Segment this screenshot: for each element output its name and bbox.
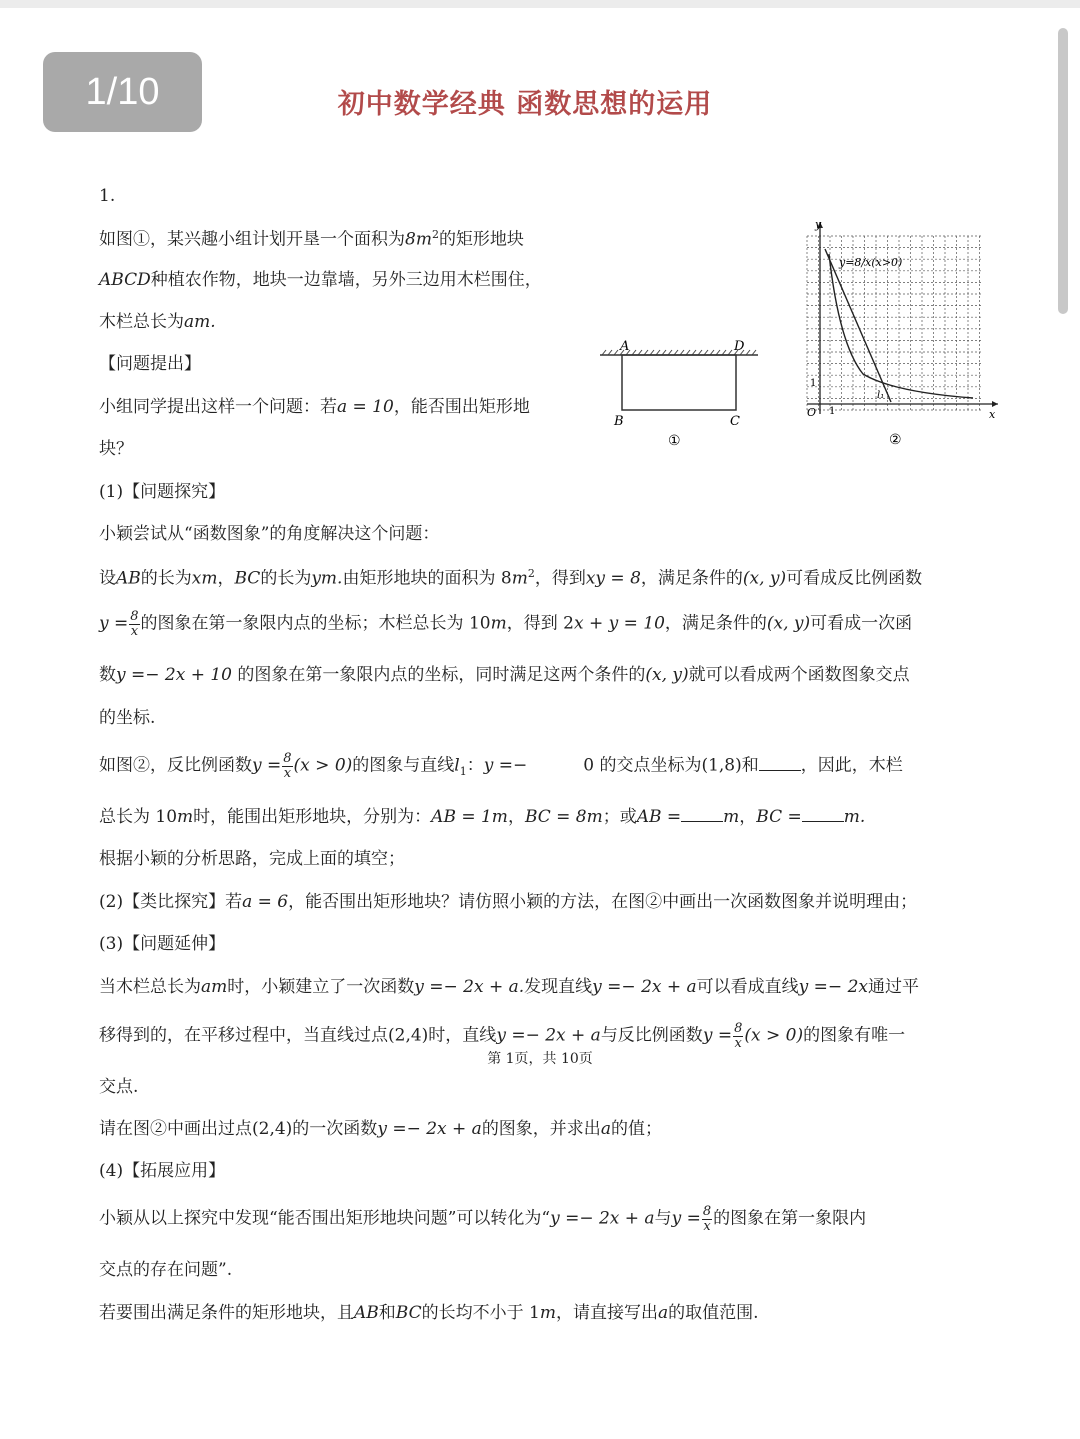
axis-y-label: y xyxy=(815,218,822,231)
answer-blank[interactable] xyxy=(681,808,723,822)
figure-2-graph xyxy=(793,214,1003,452)
page-indicator: 1/10 xyxy=(43,52,202,132)
part1-p3: y = $\frac{8}{x}$ 的图象在第一象限内点的坐标；木栏总长为 10m，得到 2x + y = 10，满足条件的(x, y)可看成一次函 xyxy=(99,609,913,639)
question-line-2: 块？ xyxy=(99,439,133,459)
question-line-1: 小组同学提出这样一个问题：若a = 10，能否围出矩形地 xyxy=(99,397,530,417)
part4-l1: 小颖从以上探究中发现“能否围出矩形地块问题”可以转化为“y =− 2x + a与y = $\frac{8}{x}$ 的图象在第一象限内 xyxy=(99,1204,867,1234)
x-axis-arrow xyxy=(992,401,998,407)
part1-p8: 根据小颖的分析思路，完成上面的填空； xyxy=(99,849,405,869)
part3-label: (3)【问题延伸】 xyxy=(99,934,226,954)
part3-l3: 交点. xyxy=(99,1077,139,1097)
answer-blank[interactable] xyxy=(759,757,801,771)
label-a: A xyxy=(620,339,630,354)
intro-line-2: ABCD种植农作物，地块一边靠墙，另外三边用木栏围住， xyxy=(99,270,542,290)
rectangle-abcd xyxy=(622,355,736,410)
figure-1-caption: ① xyxy=(668,433,681,449)
intro-line-1: 如图①，某兴趣小组计划开垦一个面积为$8m^2$的矩形地块 xyxy=(99,228,524,250)
page-footer: 第 1页，共 10页 xyxy=(487,1051,593,1067)
part3-l1: 当木栏总长为am时，小颖建立了一次函数y =− 2x + a.发现直线y =− 2x + a可以看成直线y =− 2x通过平 xyxy=(99,977,919,997)
part3-l4: 请在图②中画出过点(2,4)的一次函数y =− 2x + a的图象，并求出a的值； xyxy=(99,1119,662,1139)
scrollbar-thumb[interactable] xyxy=(1058,28,1068,314)
part3-l2: 移得到的，在平移过程中，当直线过点(2,4)时，直线y =− 2x + a与反比例函数y = $\frac{8}{x}$ (x > 0)的图象有唯一 xyxy=(99,1021,906,1051)
part1-p2: 设AB的长为xm，BC的长为ym.由矩形地块的面积为 $8m^2$，得到xy = 8，满足条件的(x, y)可看成反比例函数 xyxy=(99,567,923,589)
axis-x-label: x xyxy=(989,408,996,421)
line-l1-label: l₁ xyxy=(877,390,885,401)
part1-p7: 总长为 10m时，能围出矩形地块，分别为：AB = 1m，BC = 8m；或AB = m，BC = m. xyxy=(99,807,866,827)
question-header: 【问题提出】 xyxy=(99,354,201,374)
part2: (2)【类比探究】若a = 6，能否围出矩形地块？请仿照小颖的方法，在图②中画出一次函数图象并说明理由； xyxy=(99,892,918,912)
tick-1-x: 1 xyxy=(829,406,836,417)
answer-blank[interactable] xyxy=(802,808,844,822)
part4-l3: 若要围出满足条件的矩形地块，且AB和BC的长均不小于 1m，请直接写出a的取值范围. xyxy=(99,1303,759,1323)
part4-label: (4)【拓展应用】 xyxy=(99,1161,226,1181)
part1-p4: 数y =− 2x + 10 的图象在第一象限内点的坐标，同时满足这两个条件的(x, y)就可以看成两个函数图象交点 xyxy=(99,665,910,685)
part1-p1: 小颖尝试从“函数图象”的角度解决这个问题： xyxy=(99,524,440,544)
hyperbola-curve xyxy=(829,254,973,398)
part1-p6: 如图②，反比例函数y = $\frac{8}{x}$ (x > 0)的图象与直线$l_1$：y =− 0 的交点坐标为(1,8)和 ，因此，木栏 xyxy=(99,751,903,781)
problem-number: 1. xyxy=(99,186,116,206)
figure-1-rectangle xyxy=(596,335,766,450)
part1-label: (1)【问题探究】 xyxy=(99,482,226,502)
tick-1-y: 1 xyxy=(810,378,817,389)
curve-label: y=8/x(x>0) xyxy=(839,256,903,269)
top-strip xyxy=(0,0,1080,8)
part1-p5: 的坐标. xyxy=(99,708,156,728)
origin-label: O xyxy=(807,406,817,419)
label-b: B xyxy=(614,414,624,429)
figure-2-caption: ② xyxy=(889,432,902,448)
document-title: 初中数学经典 函数思想的运用 xyxy=(337,89,713,120)
label-c: C xyxy=(730,414,740,429)
part4-l2: 交点的存在问题”. xyxy=(99,1260,233,1280)
intro-line-3: 木栏总长为am. xyxy=(99,312,216,332)
line-l1 xyxy=(825,249,891,402)
label-d: D xyxy=(734,339,745,354)
